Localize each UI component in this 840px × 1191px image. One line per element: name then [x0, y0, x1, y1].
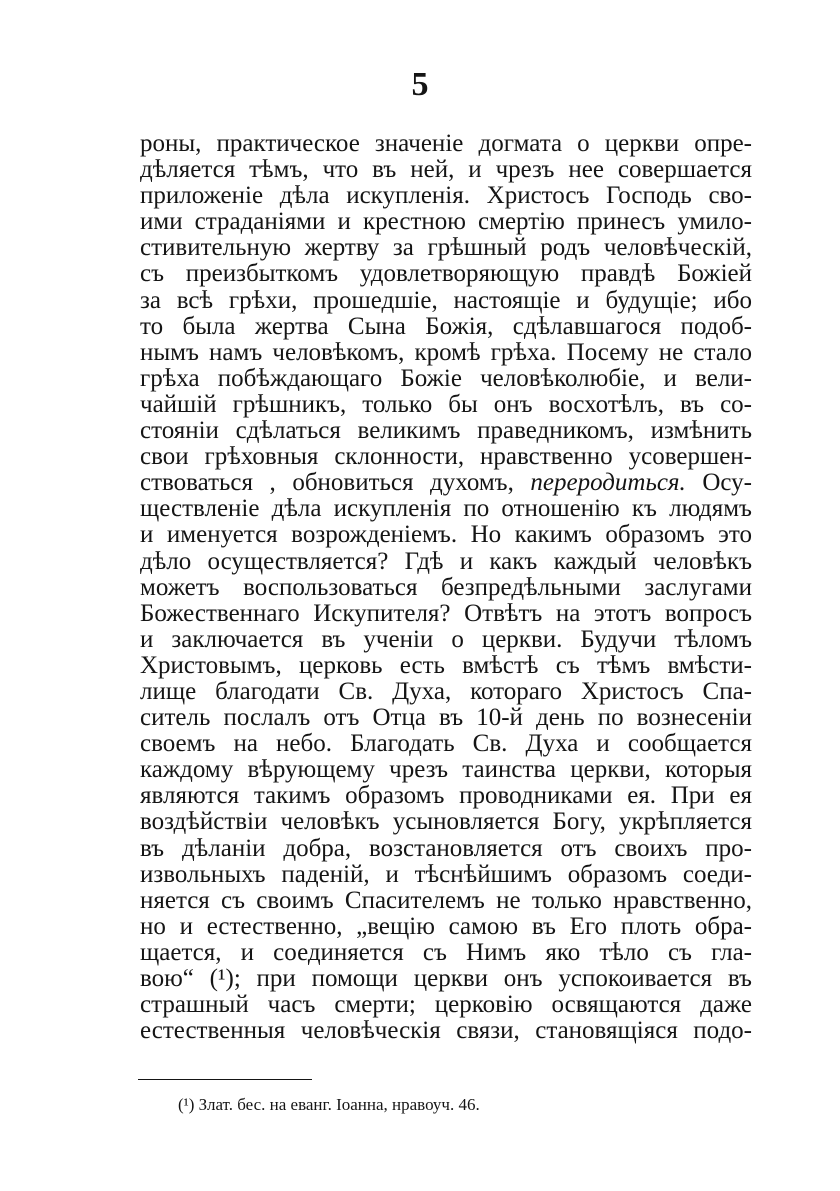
text-line: стивительную жертву за грѣшный родъ человѣческiй, [140, 234, 752, 262]
text-line: свои грѣховныя склонности, нравственно усовершен- [140, 443, 752, 471]
text-line: то была жертва Сына Божiя, сдѣлавшагося подоб- [140, 312, 752, 340]
text-line: являются такимъ образомъ проводниками ея. При ея [140, 782, 752, 810]
text-line: дѣляется тѣмъ, что въ ней, и чрезъ нее совершается [140, 156, 752, 184]
text-line: стоянiи сдѣлаться великимъ праведникомъ, измѣнить [140, 417, 752, 445]
text-line: грѣха побѣждающаго Божiе человѣколюбiе, и вели- [140, 364, 752, 392]
text-line: роны, практическое значенiе догмата о церкви опре- [140, 130, 752, 157]
text-line: и именуется возрожденiемъ. Но какимъ образомъ это [140, 521, 752, 549]
line-segment: ствоваться , обновиться духомъ, [140, 469, 531, 497]
text-line: щается, и соединяется съ Нимъ яко тѣло съ гла- [140, 938, 752, 966]
text-line: чайшiй грѣшникъ, только бы онъ восхотѣлъ, въ со- [140, 390, 752, 418]
text-line: няется съ своимъ Спасителемъ не только нравственно, [140, 886, 752, 914]
text-line: можетъ воспользоваться безпредѣльными заслугами [140, 573, 752, 601]
line-segment: Осу- [685, 469, 752, 497]
text-line: съ преизбыткомъ удовлетворяющую правдѣ Божiей [140, 260, 752, 288]
text-line: дѣло осуществляется? Гдѣ и какъ каждый человѣкъ [140, 547, 752, 575]
text-line: каждому вѣрующему чрезъ таинства церкви, которыя [140, 756, 752, 784]
text-line: вою“ (¹); при помощи церкви онъ успокоивается въ [140, 965, 752, 992]
text-line: ими страданiями и крестною смертiю принесъ умило- [140, 208, 752, 236]
text-line: нымъ намъ человѣкомъ, кромѣ грѣха. Посему не стало [140, 338, 752, 366]
text-line: и заключается въ ученiи о церкви. Будучи тѣломъ [140, 625, 752, 653]
page-number: 5 [411, 66, 429, 103]
text-line: приложенiе дѣла искупленiя. Христосъ Господь сво- [140, 182, 752, 210]
footnote: (¹) Злат. бес. на еванг. Iоанна, нравоуч. 46. [178, 1095, 480, 1114]
text-line-italic-phrase [140, 470, 752, 496]
text-line: страшный часъ смерти; церковiю освящаются даже [140, 991, 752, 1019]
text-line: своемъ на небо. Благодать Св. Духа и сообщается [140, 730, 752, 758]
text-line: лище благодати Св. Духа, котораго Христосъ Спа- [140, 677, 752, 705]
italic-word: переродиться. [530, 469, 686, 497]
body-text [140, 131, 752, 1044]
text-line: но и естественно, „вещiю самою въ Его плоть обра- [140, 912, 752, 940]
text-line: Божественнаго Искупителя? Отвѣтъ на этотъ вопросъ [140, 599, 752, 627]
text-line: въ дѣланiи добра, возстановляется отъ своихъ про- [140, 834, 752, 862]
text-line: ситель послалъ отъ Отца въ 10-й день по вознесенiи [140, 704, 752, 732]
text-line: Христовымъ, церковь есть вмѣстѣ съ тѣмъ вмѣсти- [140, 651, 752, 679]
text-line: естественныя человѣческiя связи, становящiяся подо- [140, 1017, 752, 1045]
text-line: извольныхъ паденiй, и тѣснѣйшимъ образомъ соеди- [140, 860, 752, 888]
text-line: ществленiе дѣла искупленiя по отношенiю къ людямъ [140, 495, 752, 523]
footnote-divider [138, 1079, 312, 1080]
text-line: воздѣйствiи человѣкъ усыновляется Богу, укрѣпляется [140, 808, 752, 836]
text-line: за всѣ грѣхи, прошедшiе, настоящiе и будущiе; ибо [140, 286, 752, 314]
